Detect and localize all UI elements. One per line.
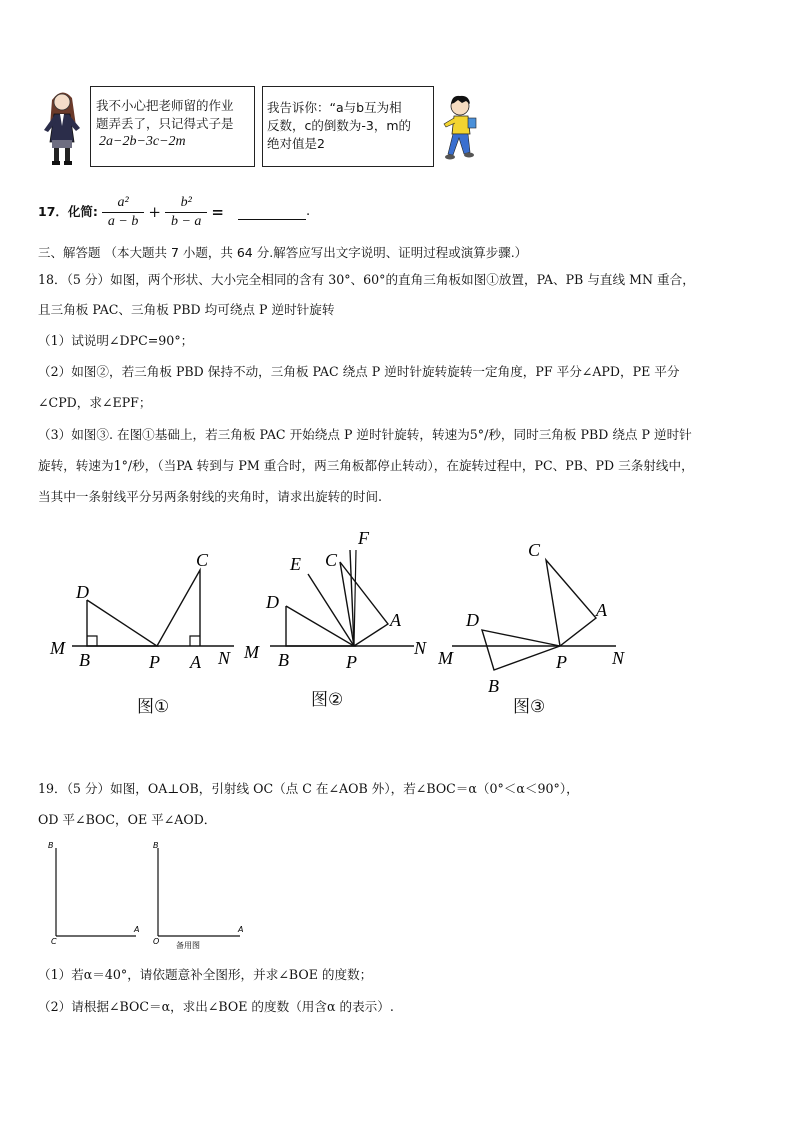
fig1-label-B: B <box>79 650 90 670</box>
q18-part3c: 当其中一条射线平分另两条射线的夹角时，请求出旋转的时间. <box>38 489 383 504</box>
fig1-label-P: P <box>149 652 160 672</box>
fig1-label-C: C <box>196 550 209 570</box>
q17-label: 17．化简: <box>38 204 98 219</box>
q19-line2: OD 平∠BOC，OE 平∠AOD． <box>38 812 217 827</box>
fig3-label-M: M <box>438 648 453 668</box>
boy-text-line2: 反数，c的倒数为-3，m的 <box>267 118 412 133</box>
q18-part3a: （3）如图③. 在图①基础上，若三角板 PAC 开始绕点 P 逆时针旋转，转速为5°/秒，同时三角板 PBD 绕点 P 逆时针 <box>38 427 692 442</box>
q17-plus: + <box>148 203 161 221</box>
girl-expression: 2a−2b−3c−2m <box>99 134 186 149</box>
q18-part1: （1）试说明∠DPC=90°； <box>38 333 194 348</box>
girl-illustration <box>38 86 88 168</box>
q18-part2a: （2）如图②，若三角板 PBD 保持不动，三角板 PAC 绕点 P 逆时针旋转旋转一定角度，PF 平分∠APD，PE 平分 <box>38 364 680 379</box>
fig2-label-E: E <box>290 554 301 574</box>
q17-frac2-numerator: b² <box>165 195 207 213</box>
figure-1 <box>40 540 245 690</box>
q18-part2b: ∠CPD，求∠EPF； <box>38 395 152 410</box>
q19-fig-a-label-A: A <box>134 925 140 934</box>
fig2-label-D: D <box>266 592 279 612</box>
girl-text-line2: 题弄丢了，只记得式子是 <box>96 116 234 131</box>
girl-speech-bubble <box>90 86 255 167</box>
q19-fig-b-label-B: B <box>153 841 159 850</box>
fig1-caption: 图① <box>137 697 170 717</box>
q19-line1: 19．（5 分）如图，OA⊥OB，引射线 OC（点 C 在∠AOB 外），若∠BOC＝α（0°＜α＜90°）， <box>38 781 579 796</box>
fig1-label-A: A <box>190 652 201 672</box>
figure-3 <box>438 536 638 696</box>
q19-fig-a-label-C: C <box>51 937 57 946</box>
fig2-label-F: F <box>358 528 369 548</box>
boy-illustration <box>440 94 482 164</box>
fig3-caption: 图③ <box>513 697 546 717</box>
q17-equals: = <box>211 203 224 221</box>
q17-end: . <box>305 204 311 219</box>
q19-fig-b-label-A: A <box>238 925 244 934</box>
fig2-label-N: N <box>414 638 427 658</box>
fig2-label-B: B <box>278 650 289 670</box>
q18-part3b: 旋转，转速为1°/秒，（当PA 转到与 PM 重合时，两三角板都停止转动），在旋转过程中，PC、PB、PD 三条射线中， <box>38 458 694 473</box>
q17-frac1-denominator: a − b <box>107 213 139 229</box>
q17-fraction-2 <box>165 195 207 230</box>
fig1-label-N: N <box>218 648 231 668</box>
fig2-label-P: P <box>346 652 357 672</box>
q17-frac1-numerator: a² <box>102 195 144 213</box>
q19-fig-a-label-B: B <box>48 841 54 850</box>
girl-text-line1: 我不小心把老师留的作业 <box>96 98 234 113</box>
question-17 <box>38 192 310 232</box>
boy-speech-bubble <box>262 86 434 167</box>
q19-figure <box>44 838 254 954</box>
fig1-label-M: M <box>50 638 65 658</box>
boy-text-line3: 绝对值是2 <box>267 136 325 151</box>
q19-part2: （2）请根据∠BOC＝α，求出∠BOE 的度数（用含α 的表示）. <box>38 999 394 1014</box>
fig2-label-A: A <box>390 610 401 630</box>
q17-frac2-denominator: b − a <box>170 213 202 229</box>
figure-2 <box>242 526 442 676</box>
fig2-label-M: M <box>244 642 259 662</box>
q17-answer-blank <box>238 205 306 220</box>
boy-text-line1: 我告诉你：“a与b互为相 <box>267 100 402 115</box>
q19-part1: （1）若α＝40°，请依题意补全图形，并求∠BOE 的度数； <box>38 967 373 982</box>
fig3-label-D: D <box>466 610 479 630</box>
q19-fig-b-label-O: O <box>153 937 160 946</box>
fig2-caption: 图② <box>311 690 344 710</box>
fig3-label-B: B <box>488 676 499 696</box>
fig3-label-N: N <box>612 648 625 668</box>
fig3-label-A: A <box>596 600 607 620</box>
q18-line2: 且三角板 PAC、三角板 PBD 均可绕点 P 逆时针旋转 <box>38 302 335 317</box>
q19-fig-b-caption: 备用图 <box>176 941 200 950</box>
fig3-label-C: C <box>528 540 541 560</box>
q17-fraction-1 <box>102 195 144 230</box>
fig1-label-D: D <box>76 582 89 602</box>
fig2-label-C: C <box>325 550 338 570</box>
section-3-heading: 三、解答题 （本大题共 7 小题，共 64 分.解答应写出文字说明、证明过程或演算步骤.） <box>38 245 528 260</box>
q18-line1: 18．（5 分）如图，两个形状、大小完全相同的含有 30°、60°的直角三角板如图①放置，PA、PB 与直线 MN 重合， <box>38 272 695 287</box>
fig3-label-P: P <box>556 652 567 672</box>
